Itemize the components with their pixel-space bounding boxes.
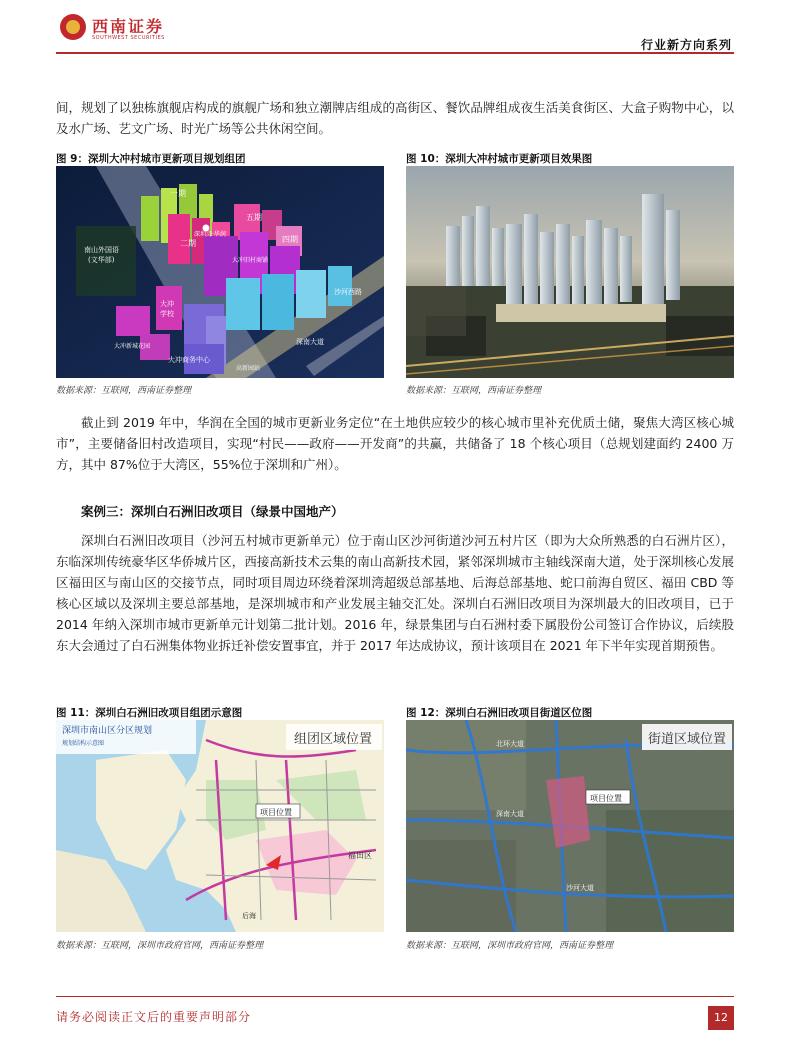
label-phase1: 一期 xyxy=(170,189,186,198)
figure-12-title: 图 12：深圳白石洲旧改项目街道区位图 xyxy=(406,707,593,719)
map-title: 深圳市南山区分区规划 xyxy=(62,726,153,736)
footer-divider xyxy=(56,996,734,997)
figure-11-source: 数据来源：互联网，深圳市政府官网，西南证券整理 xyxy=(56,941,264,951)
label-nanshan-campus: (文华部) xyxy=(88,256,115,264)
page-number: 12 xyxy=(708,1006,734,1030)
label-shennan: 深南大道 xyxy=(296,338,324,346)
figure-12-source: 数据来源：互联网，深圳市政府官网，西南证券整理 xyxy=(406,941,614,951)
label-phase4: 四期 xyxy=(282,235,298,244)
figure-10-title: 图 10：深圳大冲村城市更新项目效果图 xyxy=(406,153,593,165)
road-label-north: 北环大道 xyxy=(496,740,524,748)
paragraph-baishizhou: 深圳白石洲旧改项目（沙河五村城市更新单元）位于南山区沙河街道沙河五村片区（即为大众所熟悉的白石洲片区），东临深圳传统豪华区华侨城片区，西接高新技术云集的南山高新技术园，紧邻深圳城市主轴线深南大道，处于深圳核心发展区福田区与南山区的交接节点，同时项目周边环绕着深圳湾超级总部基地、后海总部基地、蛇口前海自贸区、福田 CBD 等核心区域以及深圳主要总部基地，是深圳城市和产业发展主轴交汇处。深圳白石洲旧改项目为深圳最大的旧改项目，已于 2014 年纳入深圳市城市更新单元计划第二批计划。2016 年，绿景集团与白石洲村委下属股份公司签订合作协议，后续股东大会通过了白石洲集体物业拆迁补偿安置事宜，并于 2017 年达成协议，预计该项目在 2021 年下半年实现首期预售。 xyxy=(56,533,734,653)
label-phase5: 五期 xyxy=(246,213,262,222)
company-logo-text: 西南证券 xyxy=(92,17,165,36)
header-divider xyxy=(56,52,734,54)
figure-11-district-map xyxy=(56,720,384,932)
label-phase2: 二期 xyxy=(180,239,196,248)
figure-9-source: 数据来源：互联网，西南证券整理 xyxy=(56,386,192,396)
region-label: 组团区域位置 xyxy=(294,732,373,747)
company-logo-icon xyxy=(60,14,86,40)
label-dachong-shop: 大冲旧村商铺 xyxy=(232,257,269,264)
figure-12-street-map xyxy=(406,720,734,932)
figure-10-rendering-image xyxy=(406,166,734,378)
figure-9-planning-image xyxy=(56,166,384,378)
project-label: 项目位置 xyxy=(590,794,622,803)
case-three-heading: 案例三：深圳白石洲旧改项目（绿景中国地产） xyxy=(81,504,344,519)
label-school-2: 学校 xyxy=(160,310,174,318)
label-gaoxin: 高新园站 xyxy=(236,365,261,372)
label-huarun: 深圳湾·华润 xyxy=(194,231,226,238)
map-subtitle: 规划结构示意图 xyxy=(62,740,105,747)
futian-label: 福田区 xyxy=(348,851,372,860)
company-logo-english: SOUTHWEST SECURITIES xyxy=(92,35,165,41)
page-header xyxy=(0,0,790,56)
road-label-shennan: 深南大道 xyxy=(496,810,524,818)
label-shahe: 沙河西路 xyxy=(334,288,362,296)
figure-10-source: 数据来源：互联网，西南证券整理 xyxy=(406,386,542,396)
region-label: 街道区域位置 xyxy=(648,732,727,747)
label-nanshan-school: 南山外国语 xyxy=(84,246,119,254)
label-park: 大冲新城花园 xyxy=(114,343,151,350)
label-biz: 大冲商务中心 xyxy=(168,356,210,364)
figure-11-title: 图 11：深圳白石洲旧改项目组团示意图 xyxy=(56,707,243,719)
road-label-shahe: 沙河大道 xyxy=(566,884,594,892)
disclaimer-notice: 请务必阅读正文后的重要声明部分 xyxy=(56,1010,252,1024)
label-school: 大冲 xyxy=(160,300,174,308)
figure-9-title: 图 9：深圳大冲村城市更新项目规划组团 xyxy=(56,153,246,165)
houhai-label: 后海 xyxy=(242,912,256,920)
project-label: 项目位置 xyxy=(260,808,292,817)
paragraph-huarun: 截止到 2019 年中，华润在全国的城市更新业务定位“在土地供应较少的核心城市里补充优质土储，聚焦大湾区核心城市”，主要储备旧村改造项目，实现“村民——政府——开发商”的共赢，共储备了 18 个核心项目（总规划建面约 2400 万方，其中 87%位于大湾区，55%位于深圳和广州）。 xyxy=(56,415,734,472)
report-series-title: 行业新方向系列 xyxy=(640,38,732,52)
paragraph-intro: 间，规划了以独栋旗舰店构成的旗舰广场和独立潮牌店组成的高街区、餐饮品牌组成夜生活美食街区、大盒子购物中心，以及水广场、艺文广场、时光广场等公共休闲空间。 xyxy=(56,100,734,136)
